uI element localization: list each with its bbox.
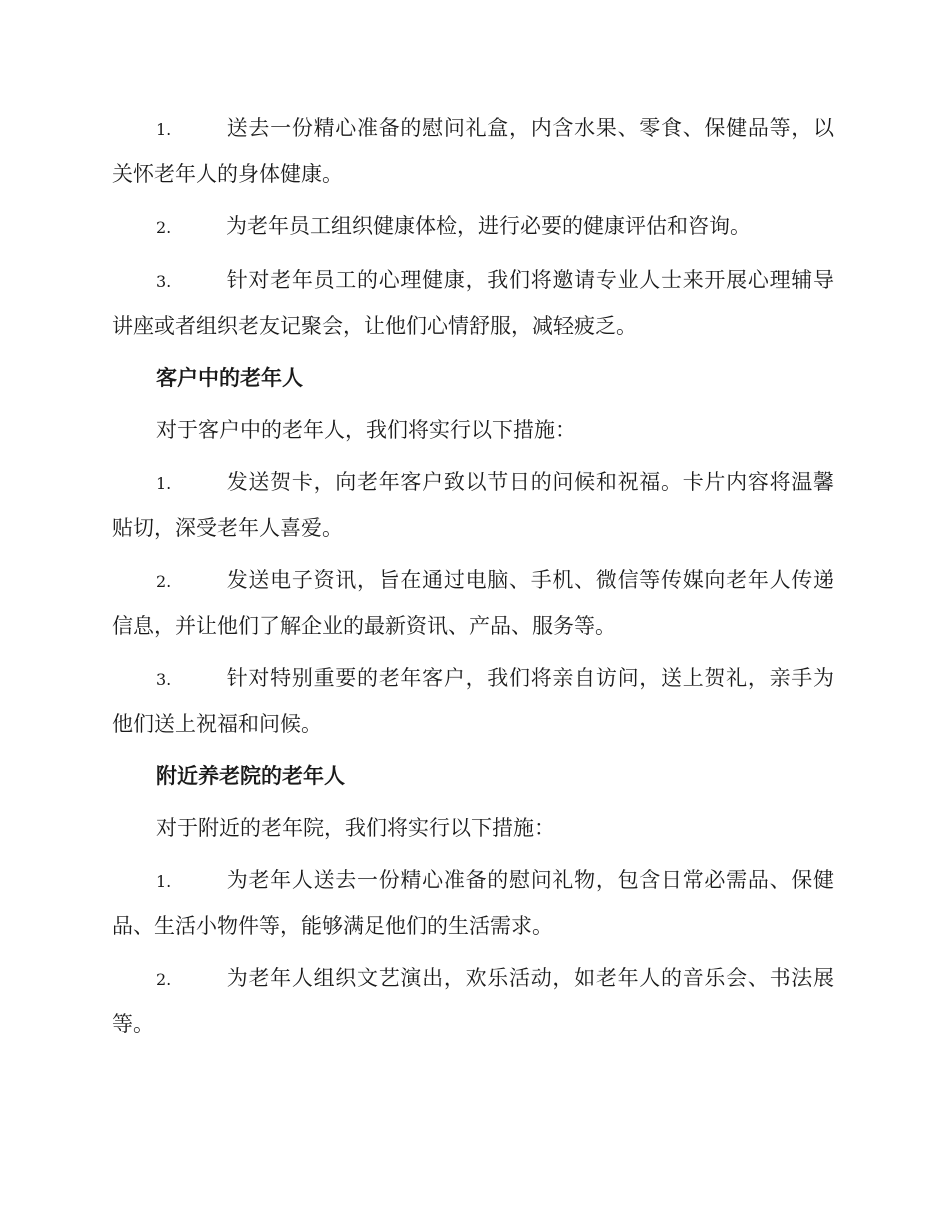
section-heading-clients: 客户中的老年人	[156, 365, 303, 390]
list-text: 针对老年员工的心理健康，我们将邀请专业人士来开展心理辅导讲座或者组织老友记聚会，让他们心情舒服，减轻疲乏。	[112, 268, 834, 338]
list-number: 3.	[156, 670, 172, 689]
list-item	[112, 656, 834, 746]
section-intro-clients: 对于客户中的老年人，我们将实行以下措施：	[156, 418, 576, 442]
list-text: 送去一份精心准备的慰问礼盒，内含水果、零食、保健品等，以关怀老年人的身体健康。	[112, 116, 834, 186]
list-text: 为老年人组织文艺演出，欢乐活动，如老年人的音乐会、书法展等。	[112, 966, 834, 1036]
list-text: 发送贺卡，向老年客户致以节日的问候和祝福。卡片内容将温馨贴切，深受老年人喜爱。	[112, 470, 834, 540]
section-intro-nursing-home: 对于附近的老年院，我们将实行以下措施：	[156, 816, 555, 840]
list-text: 针对特别重要的老年客户，我们将亲自访问，送上贺礼，亲手为他们送上祝福和问候。	[112, 666, 834, 736]
list-number: 2.	[156, 970, 172, 989]
list-number: 1.	[156, 120, 172, 139]
list-number: 2.	[156, 218, 172, 237]
list-number: 1.	[156, 872, 172, 891]
list-item	[112, 106, 834, 196]
document-body	[112, 106, 834, 1054]
list-text: 为老年人送去一份精心准备的慰问礼物，包含日常必需品、保健品、生活小物件等，能够满足他们的生活需求。	[112, 868, 834, 938]
list-item	[112, 858, 834, 948]
list-text: 为老年员工组织健康体检，进行必要的健康评估和咨询。	[226, 214, 751, 238]
list-item	[112, 956, 834, 1046]
section-heading-nursing-home: 附近养老院的老年人	[156, 763, 345, 788]
list-item	[112, 460, 834, 550]
list-number: 1.	[156, 474, 172, 493]
list-item	[112, 258, 834, 348]
list-text: 发送电子资讯，旨在通过电脑、手机、微信等传媒向老年人传递信息，并让他们了解企业的最新资讯、产品、服务等。	[112, 568, 834, 638]
list-number: 2.	[156, 572, 172, 591]
list-number: 3.	[156, 272, 172, 291]
list-item	[112, 204, 834, 250]
list-item	[112, 558, 834, 648]
